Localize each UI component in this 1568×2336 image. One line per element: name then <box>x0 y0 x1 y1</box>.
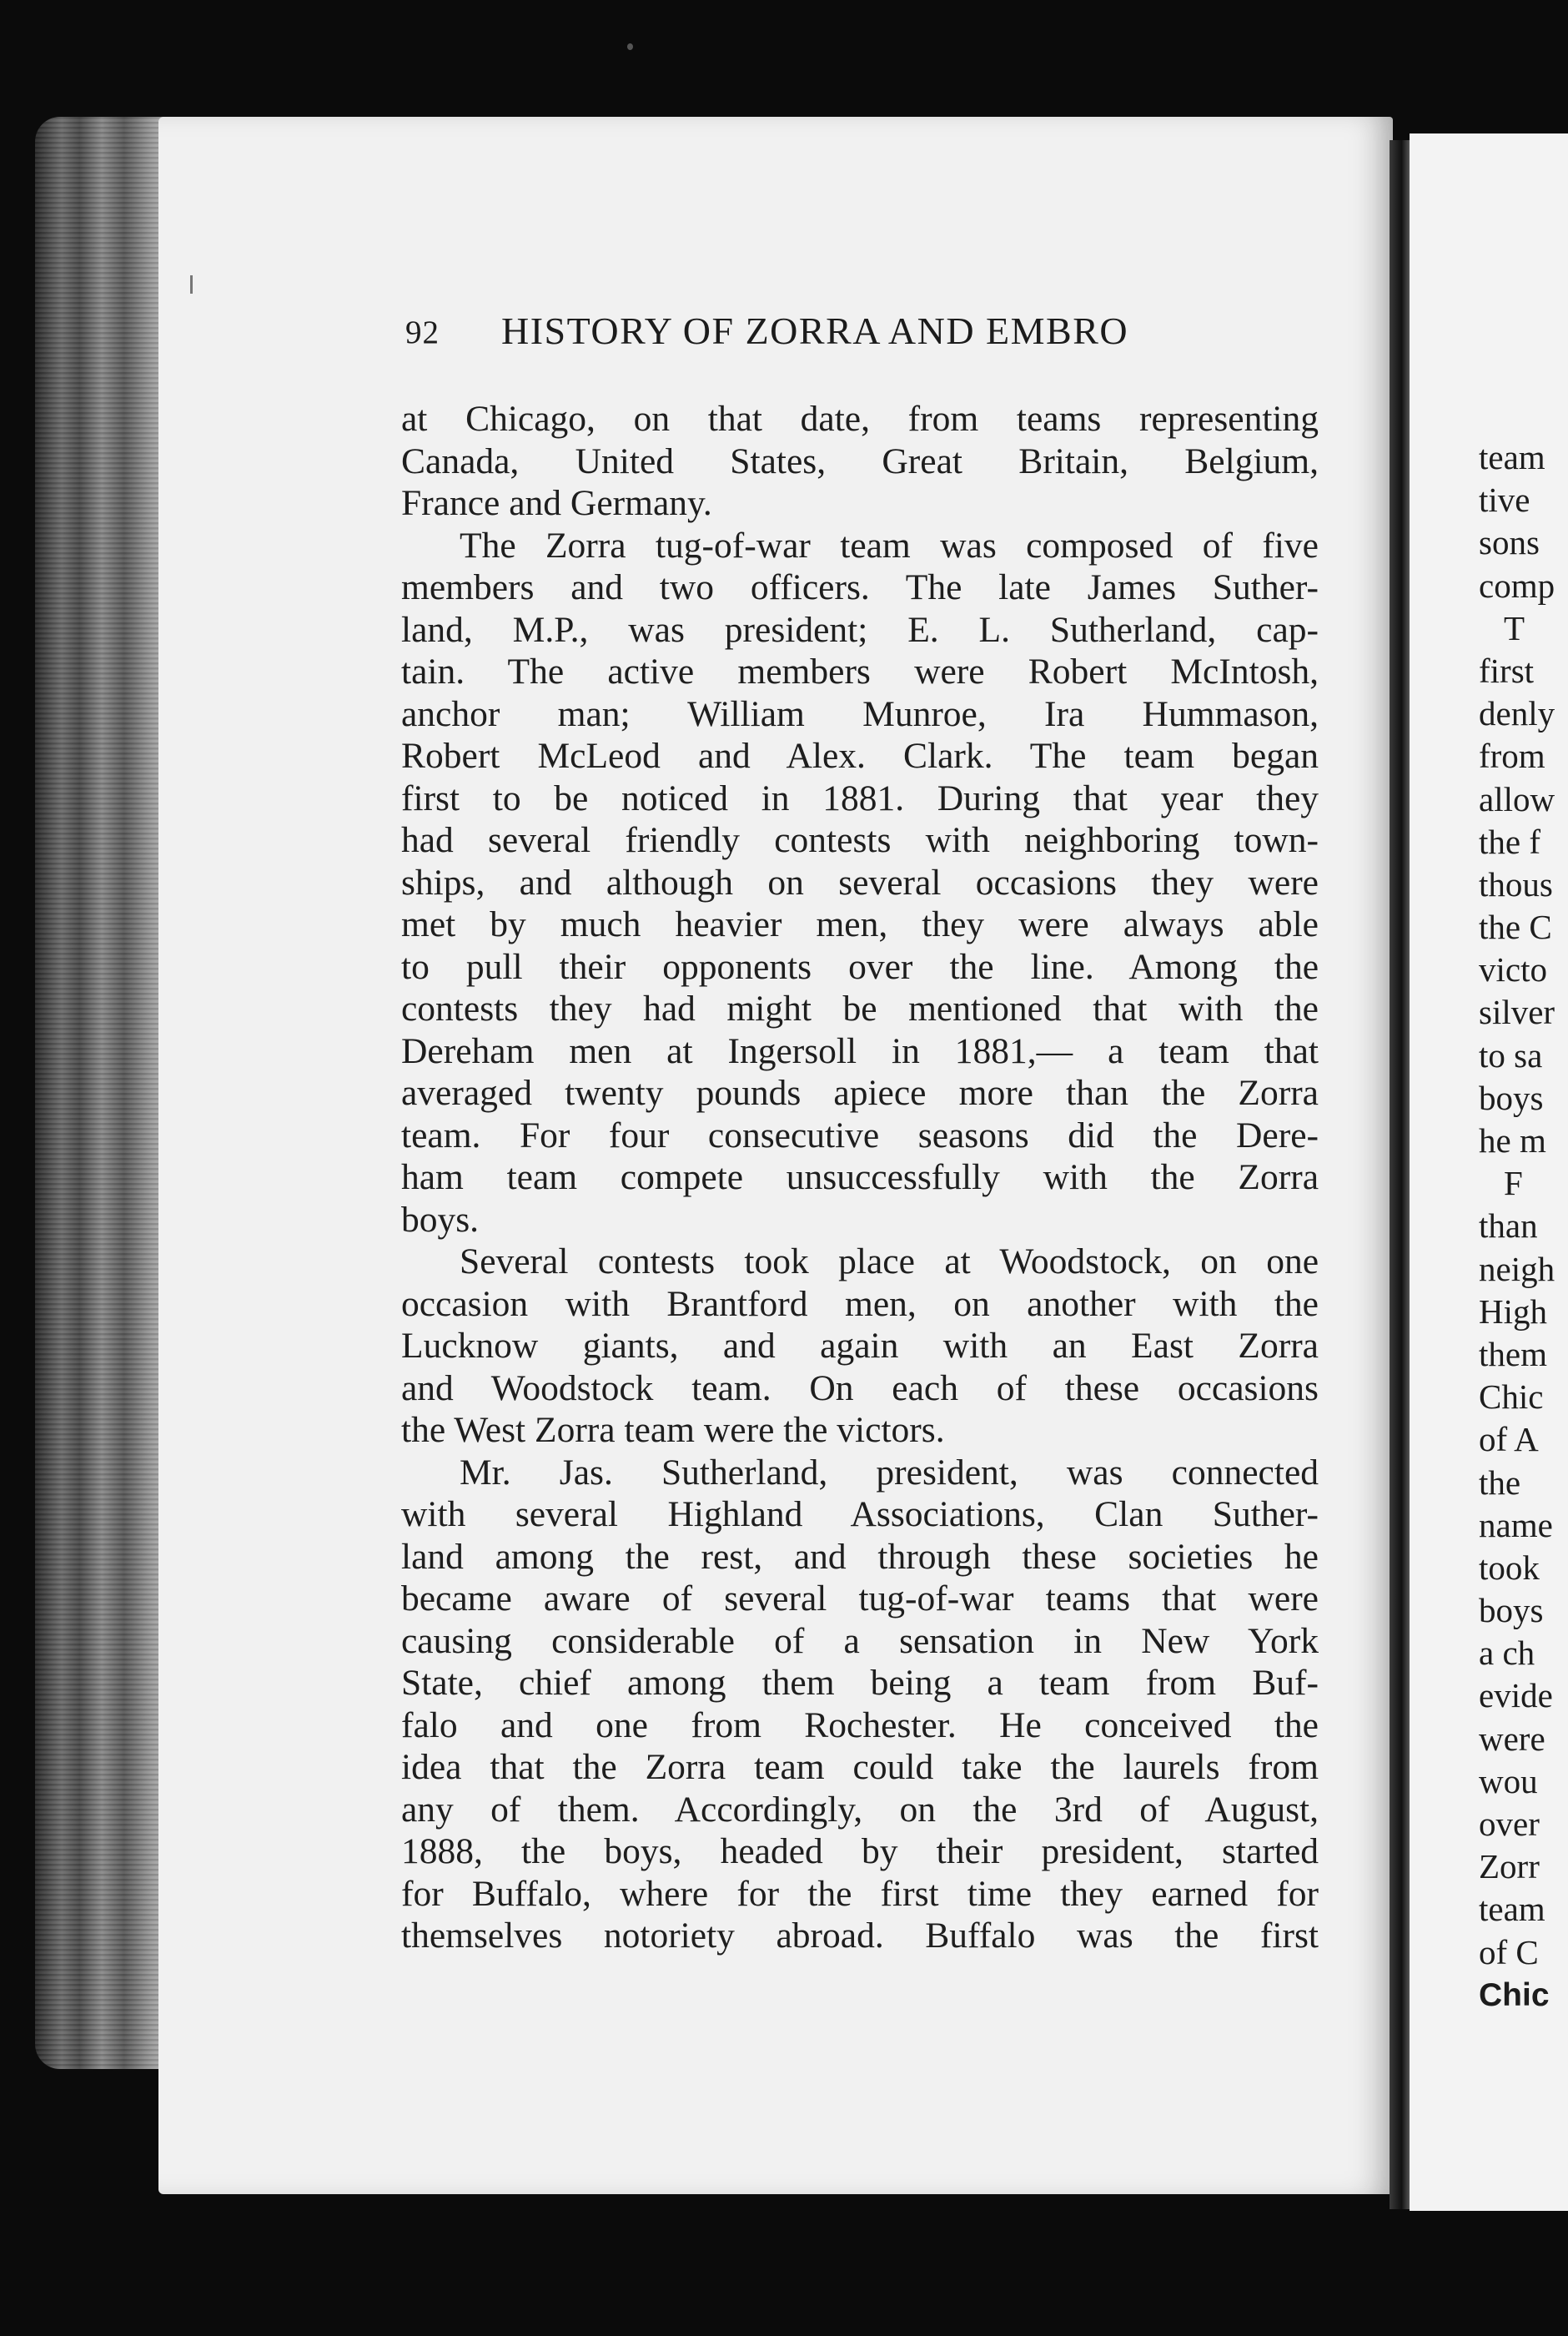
text-line: Dereham men at Ingersoll in 1881,— a team that <box>401 1030 1319 1071</box>
text-line: ships, and although on several occasions they were <box>401 862 1319 903</box>
text-line: met by much heavier men, they were always able <box>401 904 1319 944</box>
facing-line: tive <box>1479 481 1530 520</box>
running-header <box>405 309 1239 367</box>
paragraph-first-line: Several contests took place at Woodstock, on one <box>460 1241 1319 1281</box>
text-line: and Woodstock team. On each of these occasions <box>401 1367 1319 1408</box>
facing-line: F <box>1504 1164 1523 1203</box>
scan-speck <box>627 43 633 50</box>
text-line: contests they had might be mentioned that with the <box>401 989 1319 1029</box>
text-line: for Buffalo, where for the first time they earned for <box>401 1873 1319 1914</box>
paragraph-first-line: The Zorra tug-of-war team was composed of five <box>460 525 1319 566</box>
text-line: the West Zorra team were the victors. <box>401 1410 945 1450</box>
text-line: team. For four consecutive seasons did the Dere- <box>401 1115 1319 1155</box>
facing-line: from <box>1479 737 1545 776</box>
facing-line: name <box>1479 1505 1553 1544</box>
text-line: idea that the Zorra team could take the laurels from <box>401 1747 1319 1787</box>
page-body-text <box>401 398 1319 1957</box>
scan-speck <box>190 275 193 294</box>
text-line: land among the rest, and through these societies he <box>401 1536 1319 1577</box>
text-line: at Chicago, on that date, from teams representing <box>401 399 1319 439</box>
facing-line: boys <box>1479 1078 1544 1117</box>
facing-line: denly <box>1479 694 1555 733</box>
facing-line: the f <box>1479 822 1540 861</box>
facing-line: the <box>1479 1463 1521 1502</box>
running-title: HISTORY OF ZORRA AND EMBRO <box>501 310 1129 352</box>
facing-line: of A <box>1479 1420 1539 1459</box>
facing-line: evide <box>1479 1676 1553 1715</box>
facing-line: sons <box>1479 523 1540 562</box>
facing-line: first <box>1479 651 1535 690</box>
text-line: any of them. Accordingly, on the 3rd of August, <box>401 1789 1319 1830</box>
facing-line: than <box>1479 1206 1538 1246</box>
text-line: boys. <box>401 1199 480 1240</box>
facing-line: neigh <box>1479 1249 1555 1288</box>
text-line: land, M.P., was president; E. L. Sutherland, cap- <box>401 609 1319 650</box>
facing-page-text <box>1479 436 1568 2016</box>
book-gutter <box>1390 140 1410 2209</box>
text-line: Canada, United States, Great Britain, Belgium, <box>401 441 1319 481</box>
text-line: averaged twenty pounds apiece more than the Zorra <box>401 1073 1319 1113</box>
text-line: causing considerable of a sensation in New York <box>401 1620 1319 1661</box>
facing-line: of C <box>1479 1932 1539 1971</box>
facing-line: boys <box>1479 1591 1544 1630</box>
facing-line: comp <box>1479 566 1555 605</box>
text-line: occasion with Brantford men, on another with the <box>401 1283 1319 1324</box>
facing-line: Chic <box>1479 1976 1550 2013</box>
facing-line: thous <box>1479 864 1553 904</box>
facing-line: them <box>1479 1334 1547 1373</box>
text-line: anchor man; William Munroe, Ira Hummason, <box>401 693 1319 734</box>
facing-line: the C <box>1479 908 1552 947</box>
text-line: ham team compete unsuccessfully with the Zorra <box>401 1157 1319 1197</box>
text-line: falo and one from Rochester. He conceived the <box>401 1704 1319 1745</box>
text-line: became aware of several tug-of-war teams that were <box>401 1578 1319 1619</box>
facing-line: over <box>1479 1805 1540 1843</box>
text-line: tain. The active members were Robert McIntosh, <box>401 652 1319 692</box>
page-number: 92 <box>405 315 440 350</box>
facing-line: silver <box>1479 993 1555 1032</box>
text-line: themselves notoriety abroad. Buffalo was the first <box>401 1916 1319 1956</box>
facing-line: Zorr <box>1479 1847 1540 1886</box>
facing-line: a ch <box>1479 1634 1535 1673</box>
facing-line: he m <box>1479 1121 1546 1160</box>
text-line: Lucknow giants, and again with an East Zorra <box>401 1326 1319 1366</box>
facing-line: allow <box>1479 779 1555 818</box>
paragraph-first-line: Mr. Jas. Sutherland, president, was connected <box>460 1452 1319 1493</box>
facing-line: victo <box>1479 950 1547 989</box>
facing-line: T <box>1504 608 1525 647</box>
text-line: had several friendly contests with neighboring town- <box>401 820 1319 860</box>
facing-line: High <box>1479 1291 1547 1331</box>
text-line: first to be noticed in 1881. During that year they <box>401 778 1319 818</box>
facing-line: were <box>1479 1719 1545 1758</box>
facing-line: team <box>1479 1890 1545 1929</box>
facing-line: took <box>1479 1548 1540 1587</box>
text-line: to pull their opponents over the line. Among the <box>401 946 1319 987</box>
text-line: Robert McLeod and Alex. Clark. The team began <box>401 736 1319 776</box>
text-line: State, chief among them being a team from Buf- <box>401 1663 1319 1703</box>
facing-line: wou <box>1479 1761 1538 1800</box>
text-line: with several Highland Associations, Clan Suther- <box>401 1494 1319 1534</box>
text-line: members and two officers. The late James Suther- <box>401 567 1319 607</box>
facing-line: team <box>1479 438 1545 476</box>
facing-line: Chic <box>1479 1377 1544 1417</box>
facing-line: to sa <box>1479 1035 1543 1075</box>
text-line: 1888, the boys, headed by their president, started <box>401 1831 1319 1871</box>
text-line: France and Germany. <box>401 483 712 523</box>
